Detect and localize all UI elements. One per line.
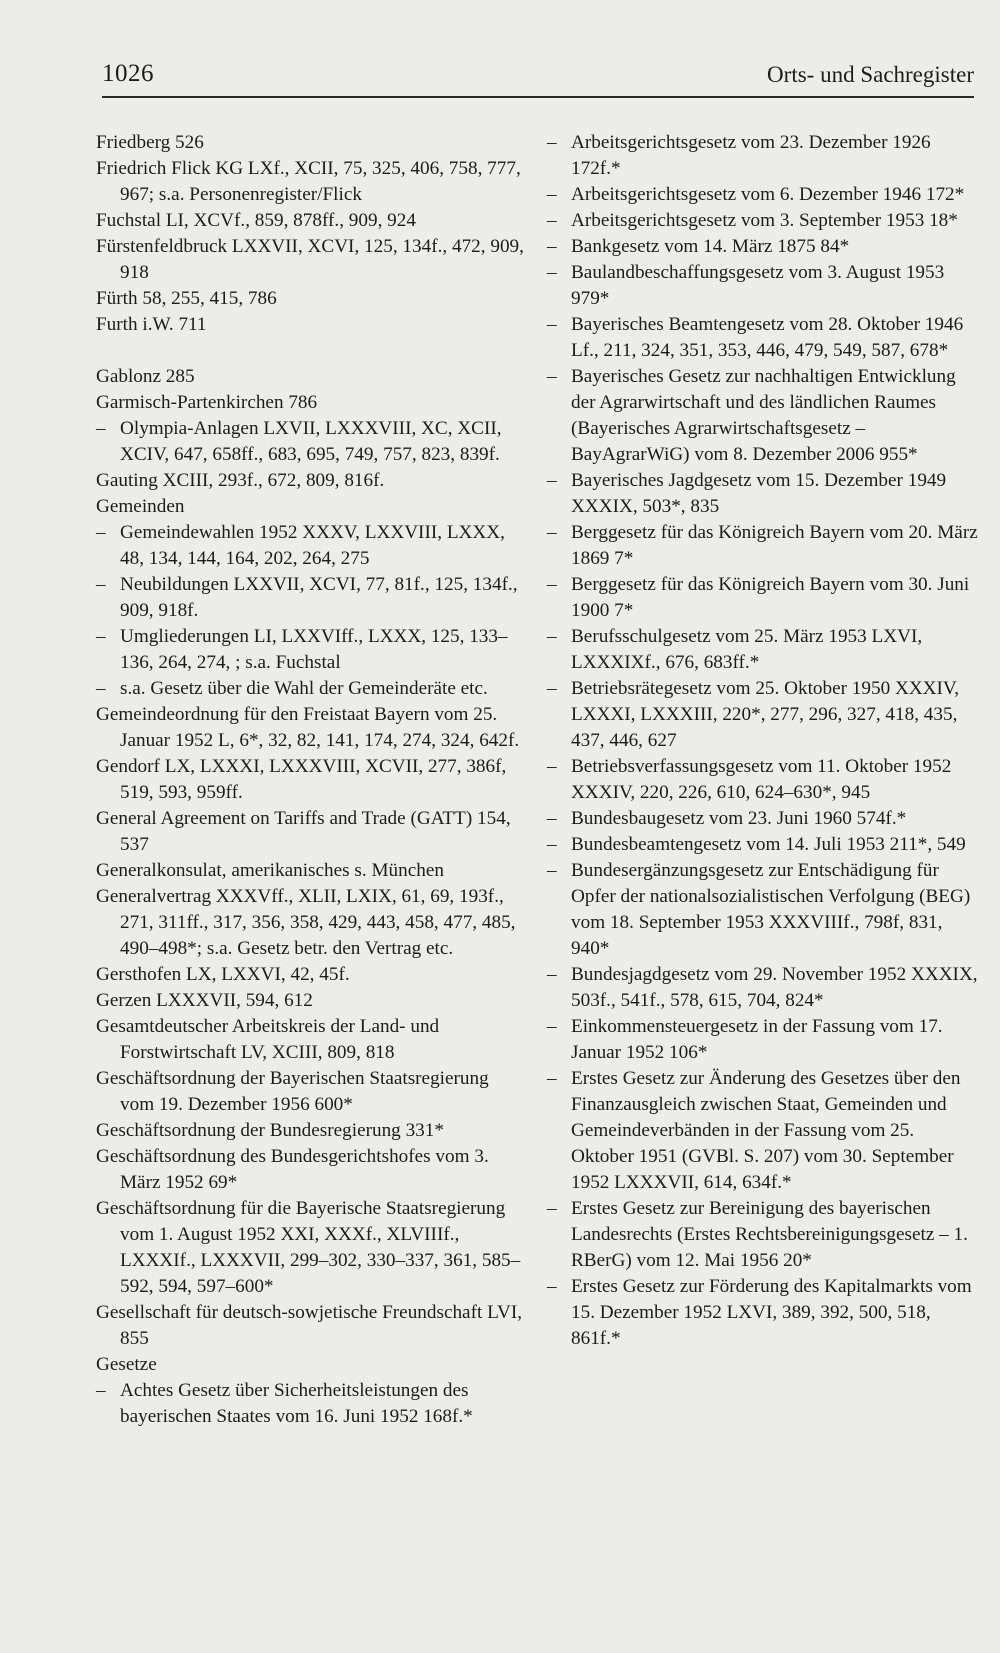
index-subentry: [547, 1274, 979, 1352]
subentry-dash: –: [96, 418, 106, 439]
subentry-text: Erstes Gesetz zur Bereinigung des bayerischen Landesrechts (Erstes Rechtsbereinigungsgesetz – 1. RBerG) vom 12. Mai 1956 20*: [571, 1198, 968, 1271]
index-entry: Gemeindeordnung für den Freistaat Bayern vom 25. Januar 1952 L, 6*, 32, 82, 141, 174, 274, 324, 642f.: [96, 704, 520, 751]
index-subentry: [547, 572, 979, 624]
index-subentry: [547, 962, 979, 1014]
subentry-dash: –: [547, 626, 557, 647]
index-subentry: [96, 624, 526, 676]
index-subentry: [96, 676, 526, 702]
subentry-dash: –: [547, 964, 557, 985]
index-entry: Gesamtdeutscher Arbeitskreis der Land- und Forstwirtschaft LV, XCIII, 809, 818: [96, 1016, 440, 1063]
subentry-text: Bankgesetz vom 14. März 1875 84*: [571, 236, 850, 257]
subentry-text: Bayerisches Jagdgesetz vom 15. Dezember 1949 XXXIX, 503*, 835: [571, 470, 947, 517]
index-entry: Geschäftsordnung des Bundesgerichtshofes vom 3. März 1952 69*: [96, 1146, 489, 1193]
subentry-text: Berggesetz für das Königreich Bayern vom 20. März 1869 7*: [571, 522, 978, 569]
subentry-text: Erstes Gesetz zur Änderung des Gesetzes über den Finanzausgleich zwischen Staat, Gemeinden und Gemeindeverbänden in der Fassung vom 25. Oktober 1951 (GVBl. S. 207) vom 30. September 1952 LXXXVII, 614, 634f.*: [571, 1068, 961, 1193]
index-subentry: [547, 312, 979, 364]
subentry-text: Betriebsverfassungsgesetz vom 11. Oktober 1952 XXXIV, 220, 226, 610, 624–630*, 945: [571, 756, 952, 803]
index-entry: Gesellschaft für deutsch-sowjetische Freundschaft LVI, 855: [96, 1302, 523, 1349]
subentry-dash: –: [96, 1380, 106, 1401]
index-subentry: [547, 208, 979, 234]
index-entry: Garmisch-Partenkirchen 786: [96, 392, 318, 413]
subentry-dash: –: [547, 1198, 557, 1219]
subentry-text: Olympia-Anlagen LXVII, LXXXVIII, XC, XCII, XCIV, 647, 658ff., 683, 695, 749, 757, 823, 839f.: [120, 418, 502, 465]
index-subentry: [547, 754, 979, 806]
subentry-text: Bundesbaugesetz vom 23. Juni 1960 574f.*: [571, 808, 907, 829]
subentry-dash: –: [96, 626, 106, 647]
index-entry: Generalvertrag XXXVff., XLII, LXIX, 61, 69, 193f., 271, 311ff., 317, 356, 358, 429, 443, 458, 477, 485, 490–498*; s.a. Gesetz betr. den Vertrag etc.: [96, 886, 516, 959]
running-title: Orts- und Sachregister: [767, 62, 974, 87]
subentry-text: Berufsschulgesetz vom 25. März 1953 LXVI, LXXXIXf., 676, 683ff.*: [571, 626, 923, 673]
subentry-dash: –: [96, 678, 106, 699]
index-subentry: [547, 130, 979, 182]
subentry-dash: –: [547, 834, 557, 855]
index-subentry: [547, 182, 979, 208]
running-header: [102, 56, 974, 98]
index-entry: Gendorf LX, LXXXI, LXXXVIII, XCVII, 277, 386f, 519, 593, 959ff.: [96, 756, 507, 803]
index-subentry: [547, 468, 979, 520]
index-subentry: [547, 624, 979, 676]
index-subentry: [547, 676, 979, 754]
index-subentry: [96, 416, 526, 468]
index-subentry: [547, 806, 979, 832]
index-entry: General Agreement on Tariffs and Trade (GATT) 154, 537: [96, 808, 511, 855]
index-entry: Geschäftsordnung der Bayerischen Staatsregierung vom 19. Dezember 1956 600*: [96, 1068, 489, 1115]
index-entry: Fuchstal LI, XCVf., 859, 878ff., 909, 924: [96, 210, 416, 231]
subentry-text: Berggesetz für das Königreich Bayern vom 30. Juni 1900 7*: [571, 574, 970, 621]
subentry-dash: –: [96, 574, 106, 595]
subentry-text: Erstes Gesetz zur Förderung des Kapitalmarkts vom 15. Dezember 1952 LXVI, 389, 392, 500, 518, 861f.*: [571, 1276, 972, 1349]
index-subentry: [547, 858, 979, 962]
index-entry: Geschäftsordnung der Bundesregierung 331*: [96, 1120, 444, 1141]
subentry-dash: –: [547, 1276, 557, 1297]
index-entry: Gablonz 285: [96, 366, 195, 387]
subentry-text: Einkommensteuergesetz in der Fassung vom 17. Januar 1952 106*: [571, 1016, 943, 1063]
subentry-text: Bundesbeamtengesetz vom 14. Juli 1953 211*, 549: [571, 834, 966, 855]
index-entry: Gesetze: [96, 1354, 157, 1375]
subentry-text: Gemeindewahlen 1952 XXXV, LXXVIII, LXXX, 48, 134, 144, 164, 202, 264, 275: [120, 522, 505, 569]
subentry-dash: –: [547, 1068, 557, 1089]
subentry-text: Bayerisches Gesetz zur nachhaltigen Entwicklung der Agrarwirtschaft und des ländlichen Raumes (Bayerisches Agrarwirtschaftsgesetz – BayAgrarWiG) vom 8. Dezember 2006 955*: [571, 366, 956, 465]
index-subentry: [96, 1378, 526, 1430]
index-entry: Fürstenfeldbruck LXXVII, XCVI, 125, 134f., 472, 909, 918: [96, 236, 524, 283]
index-entry: Friedrich Flick KG LXf., XCII, 75, 325, 406, 758, 777, 967; s.a. Personenregister/Flick: [96, 158, 521, 205]
subentry-text: Umgliederungen LI, LXXVIff., LXXX, 125, 133–136, 264, 274, ; s.a. Fuchstal: [120, 626, 508, 673]
subentry-text: Neubildungen LXXVII, XCVI, 77, 81f., 125, 134f., 909, 918f.: [120, 574, 518, 621]
subentry-dash: –: [547, 262, 557, 283]
subentry-text: Arbeitsgerichtsgesetz vom 3. September 1953 18*: [571, 210, 958, 231]
subentry-dash: –: [547, 236, 557, 257]
subentry-dash: –: [547, 808, 557, 829]
subentry-dash: –: [547, 210, 557, 231]
subentry-dash: –: [547, 522, 557, 543]
subentry-dash: –: [547, 574, 557, 595]
subentry-dash: –: [96, 522, 106, 543]
index-column-right: [547, 130, 979, 1352]
subentry-dash: –: [547, 678, 557, 699]
index-subentry: [547, 832, 979, 858]
subentry-dash: –: [547, 132, 557, 153]
index-entry: Friedberg 526: [96, 132, 204, 153]
index-subentry: [547, 1014, 979, 1066]
subentry-dash: –: [547, 860, 557, 881]
index-subentry: [547, 1196, 979, 1274]
index-column-left: [96, 130, 526, 1430]
subentry-text: Bundesergänzungsgesetz zur Entschädigung für Opfer der nationalsozialistischen Verfolgung (BEG) vom 18. September 1953 XXXVIIIf., 798f, 831, 940*: [571, 860, 971, 959]
index-entry: Fürth 58, 255, 415, 786: [96, 288, 277, 309]
index-subentry: [547, 1066, 979, 1196]
subentry-text: Achtes Gesetz über Sicherheitsleistungen des bayerischen Staates vom 16. Juni 1952 168f.*: [120, 1380, 473, 1427]
index-entry: Gerzen LXXXVII, 594, 612: [96, 990, 313, 1011]
letter-group-gap: [96, 338, 526, 364]
page-number: 1026: [102, 60, 154, 87]
index-subentry: [96, 520, 526, 572]
subentry-text: Bayerisches Beamtengesetz vom 28. Oktober 1946 Lf., 211, 324, 351, 353, 446, 479, 549, 587, 678*: [571, 314, 964, 361]
subentry-text: Bundesjagdgesetz vom 29. November 1952 XXXIX, 503f., 541f., 578, 615, 704, 824*: [571, 964, 978, 1011]
index-subentry: [96, 572, 526, 624]
index-subentry: [547, 364, 979, 468]
subentry-dash: –: [547, 1016, 557, 1037]
index-subentry: [547, 520, 979, 572]
index-entry: Gersthofen LX, LXXVI, 42, 45f.: [96, 964, 350, 985]
index-subentry: [547, 260, 979, 312]
subentry-dash: –: [547, 470, 557, 491]
subentry-text: s.a. Gesetz über die Wahl der Gemeinderäte etc.: [120, 678, 488, 699]
subentry-text: Baulandbeschaffungsgesetz vom 3. August 1953 979*: [571, 262, 945, 309]
index-entry: Generalkonsulat, amerikanisches s. München: [96, 860, 444, 881]
subentry-dash: –: [547, 184, 557, 205]
index-entry: Furth i.W. 711: [96, 314, 207, 335]
subentry-text: Betriebsrätegesetz vom 25. Oktober 1950 XXXIV, LXXXI, LXXXIII, 220*, 277, 296, 327, 418, 435, 437, 446, 627: [571, 678, 960, 751]
subentry-dash: –: [547, 314, 557, 335]
subentry-dash: –: [547, 366, 557, 387]
subentry-text: Arbeitsgerichtsgesetz vom 23. Dezember 1926 172f.*: [571, 132, 931, 179]
index-entry: Gemeinden: [96, 496, 185, 517]
index-subentry: [547, 234, 979, 260]
index-entry: Gauting XCIII, 293f., 672, 809, 816f.: [96, 470, 385, 491]
subentry-text: Arbeitsgerichtsgesetz vom 6. Dezember 1946 172*: [571, 184, 965, 205]
index-entry: Geschäftsordnung für die Bayerische Staatsregierung vom 1. August 1952 XXI, XXXf., XLVIIIf., LXXXIf., LXXXVII, 299–302, 330–337, 361, 585–592, 594, 597–600*: [96, 1198, 521, 1297]
subentry-dash: –: [547, 756, 557, 777]
